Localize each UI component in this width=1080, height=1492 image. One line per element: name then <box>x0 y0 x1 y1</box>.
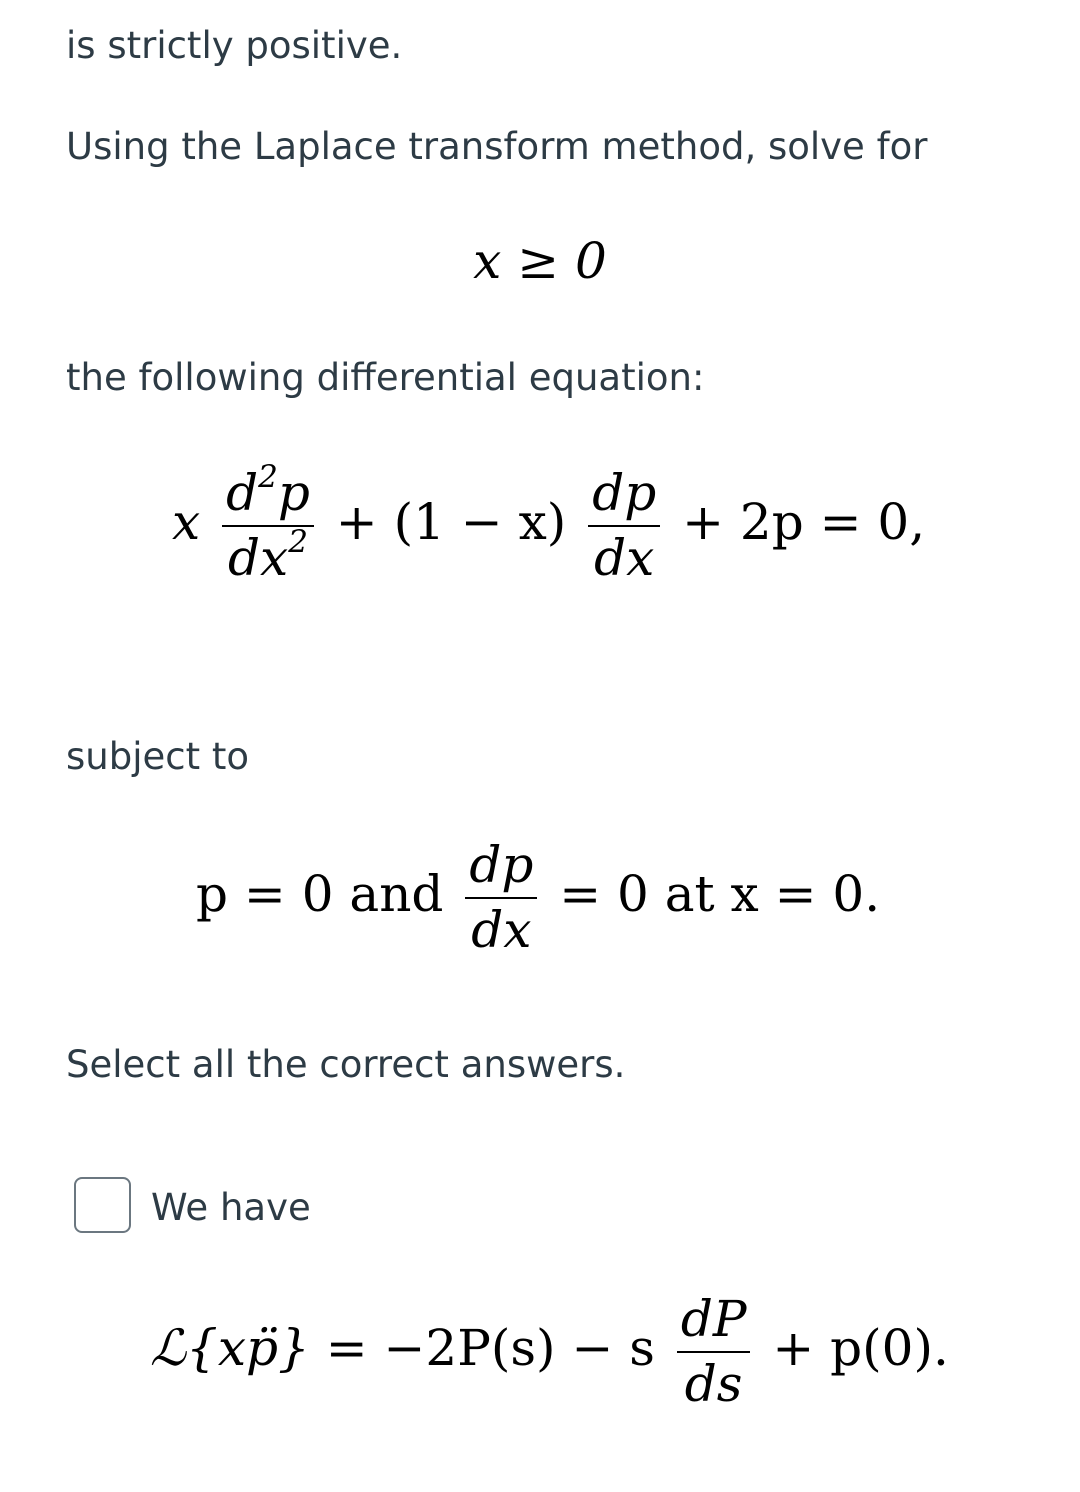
instruction-text: Select all the correct answers. <box>66 1043 626 1086</box>
conditions-left: p = 0 and <box>196 865 444 923</box>
answer-option-1-checkbox[interactable] <box>74 1177 131 1233</box>
ode-tail: + 2p = 0, <box>682 493 926 551</box>
conditions-derivative-fraction <box>465 838 537 958</box>
intro-line-strictly-positive: is strictly positive. <box>66 24 403 67</box>
ode-second-derivative-fraction <box>222 458 314 587</box>
ode-dx: dx <box>594 529 655 587</box>
laplace-dP: dP <box>677 1292 751 1353</box>
ode-d2p: $d^2p$ <box>222 466 314 527</box>
intro-line-subject-to: subject to <box>66 735 250 778</box>
laplace-tail: + p(0). <box>772 1319 949 1377</box>
conditions-dx: dx <box>471 901 532 959</box>
initial-conditions <box>196 838 880 958</box>
answer-option-1-formula <box>150 1292 949 1412</box>
intro-line-laplace: Using the Laplace transform method, solve for <box>66 125 928 168</box>
domain-condition: x ≥ 0 <box>473 232 607 290</box>
laplace-mid: = −2P(s) − s <box>325 1319 655 1377</box>
differential-equation <box>172 458 926 587</box>
ode-first-derivative-fraction <box>588 466 660 586</box>
laplace-lhs: ℒ{xp̈} <box>150 1319 310 1377</box>
conditions-dp: dp <box>465 838 537 899</box>
answer-option-1-label[interactable]: We have <box>151 1186 311 1229</box>
ode-middle-term: + (1 − x) <box>335 493 567 551</box>
conditions-right: = 0 at x = 0. <box>559 865 881 923</box>
laplace-ds: ds <box>684 1355 743 1413</box>
ode-dp: dp <box>588 466 660 527</box>
ode-dx2: $dx^2$ <box>228 523 308 587</box>
ode-x: x <box>172 493 201 551</box>
intro-line-following-equation: the following differential equation: <box>66 356 705 399</box>
laplace-derivative-fraction <box>677 1292 751 1412</box>
